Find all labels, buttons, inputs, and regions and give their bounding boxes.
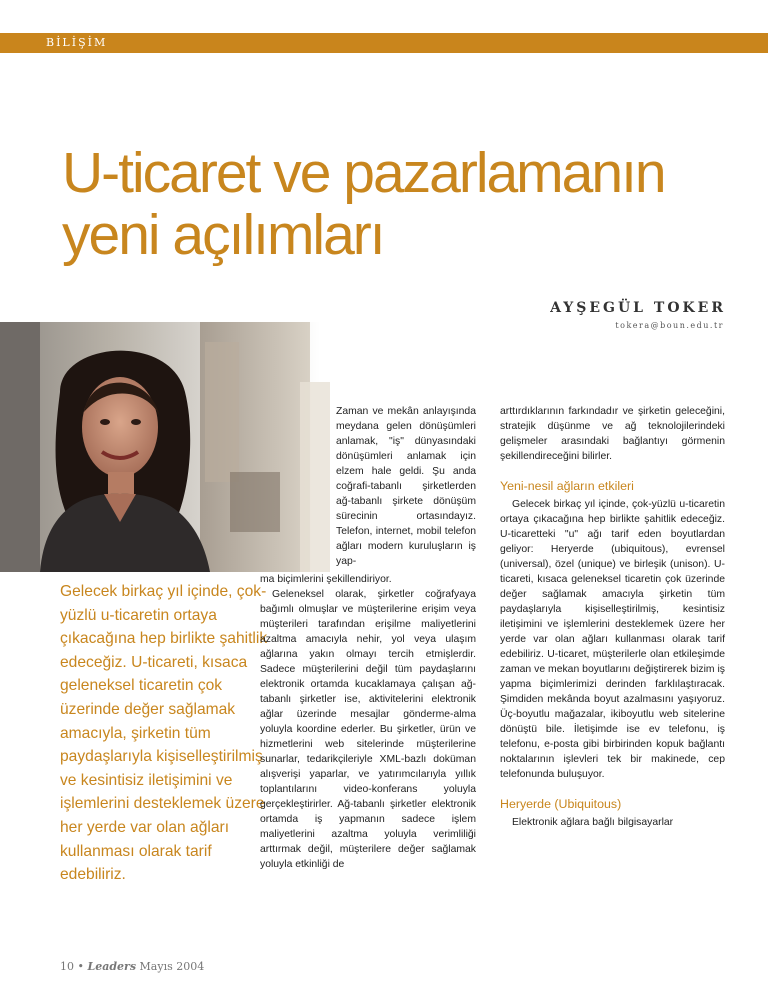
paragraph: arttırdıklarının farkındadır ve şirketin geleceğini, stratejik düşünme ve ağ teknolojilerindeki gelişmeler arasındaki bağlantıyı görmenin şekillendireceğini bilirler. [500,406,725,462]
paragraph: Geleneksel olarak, şirketler coğrafyaya bağımlı olmuşlar ve müşterilerine erişim veya müşterileri tarafından erişilme maliyetlerini azaltma amacıyla nehir, yol veya ulaşım ağlarına yakın olmayı tercih etmişlerdir. Sadece müşterilerini değil tüm paydaşlarını elektronik ortamda kucaklamaya çalışan ağ-tabanlı şirketler ise, aktivitelerini elektronik ağlar üzerinde mesajlar gönderme-alma yoluyla koordine ederler. Bu şirketler, ürün ve hizmetlerini web sitelerinde müşterilerine sunarlar, tedarikçileriyle XML-bazlı doküman alışverişi yaparlar, ve yatırımcılarıyla yıllık toplantılarını video-konferans yoluyla gerçekleştirirler. Ağ-tabanlı şirketler elektronik ortamda iş yapmanın sadece işlem maliyetlerini azaltma yoluyla verimliliği arttırmak değil, müşterilere değer sağlamak yoluyla etkinliği de [260,589,476,870]
section-bar [0,33,768,53]
paragraph: Zaman ve mekân anlayışında meydana gelen dönüşümleri anlamak, "iş" dünyasındaki dönüşümleri anlamak için elzem hale geldi. Şu anda coğrafi-tabanlı şirketlerden ağ-tabanlı şirkete dönüşüm sürecinin ortasındayız. Telefon, internet, mobil telefon ağları modern kuruluşların iş yap- [336,406,476,567]
page-footer [60,960,204,973]
body-column-1-bottom [260,572,476,872]
pull-quote: Gelecek birkaç yıl içinde, çok-yüzlü u-ticaretin ortaya çıkacağına hep birlikte şahitlik edeceğiz. U-ticareti, kısaca geleneksel ticaretin çok üzerinde değer sağlamak amacıyla, şirketin tüm paydaşlarıyla kişiselleştirilmiş ve kesintisiz iletişimini ve işlemlerini desteklemek üzere her yerde var olan ağları kullanması olarak tarif edebiliriz. [60,583,268,884]
page-number: 10 [60,960,74,973]
body-column-1-top [336,404,476,569]
author-name: AYŞEGÜL TOKER [550,300,726,316]
title-line-2: yeni açılımları [62,203,384,267]
section-heading-2: Heryerde (Ubiquitous) [500,797,622,811]
paragraph: Gelecek birkaç yıl içinde, çok-yüzlü u-ticaretin ortaya çıkacağına hep birlikte şahitlik edeceğiz. U-ticaretteki "u" ağı tarif eden boyutlardan geliyor: Heryerde (ubiquitous), evrensel (universal), özel (unique) ve birleşik (unison). U-ticareti, kısaca geleneksel ticaretin çok üzerinde değer sağlamak amacıyla şirketin tüm paydaşlarıyla kişiselleştirilmiş, kesintisiz iletişimini ve işlemlerini desteklemek üzere her yerde var olan ağları kullanması olarak tarif edebiliriz. U-ticaret, müşterilerle olan etkileşimde zaman ve mekan boyutlarını değiştirerek bizim iş yapma biçimlerimizi derinden farklılaştıracak. Şimdiden mekânda boyut azalmasını yaşıyoruz. Üç-boyutlu mağazalar, ikiboyutlu web sitelerine dönüştü bile. İletişimde ise ev telefonu, iş telefonu, e-posta gibi birbirinden kopuk bağlantı noktalarının işlevleri tek bir makinede, cep telefonunda buluşuyor. [500,499,725,780]
article-title [62,142,742,266]
issue-date: Mayıs 2004 [139,960,205,973]
paragraph-continued: ma biçimlerini şekillendiriyor. [260,574,392,585]
title-line-1: U-ticaret ve pazarlamanın [62,141,665,205]
footer-separator: • [77,960,84,973]
author-email: tokera@boun.edu.tr [615,321,724,330]
paragraph: Elektronik ağlara bağlı bilgisayarlar [512,817,674,828]
magazine-name: Leaders [87,960,137,973]
section-heading-1: Yeni-nesil ağların etkileri [500,479,634,493]
section-label: BİLİŞİM [46,36,108,49]
body-column-2 [500,404,725,830]
